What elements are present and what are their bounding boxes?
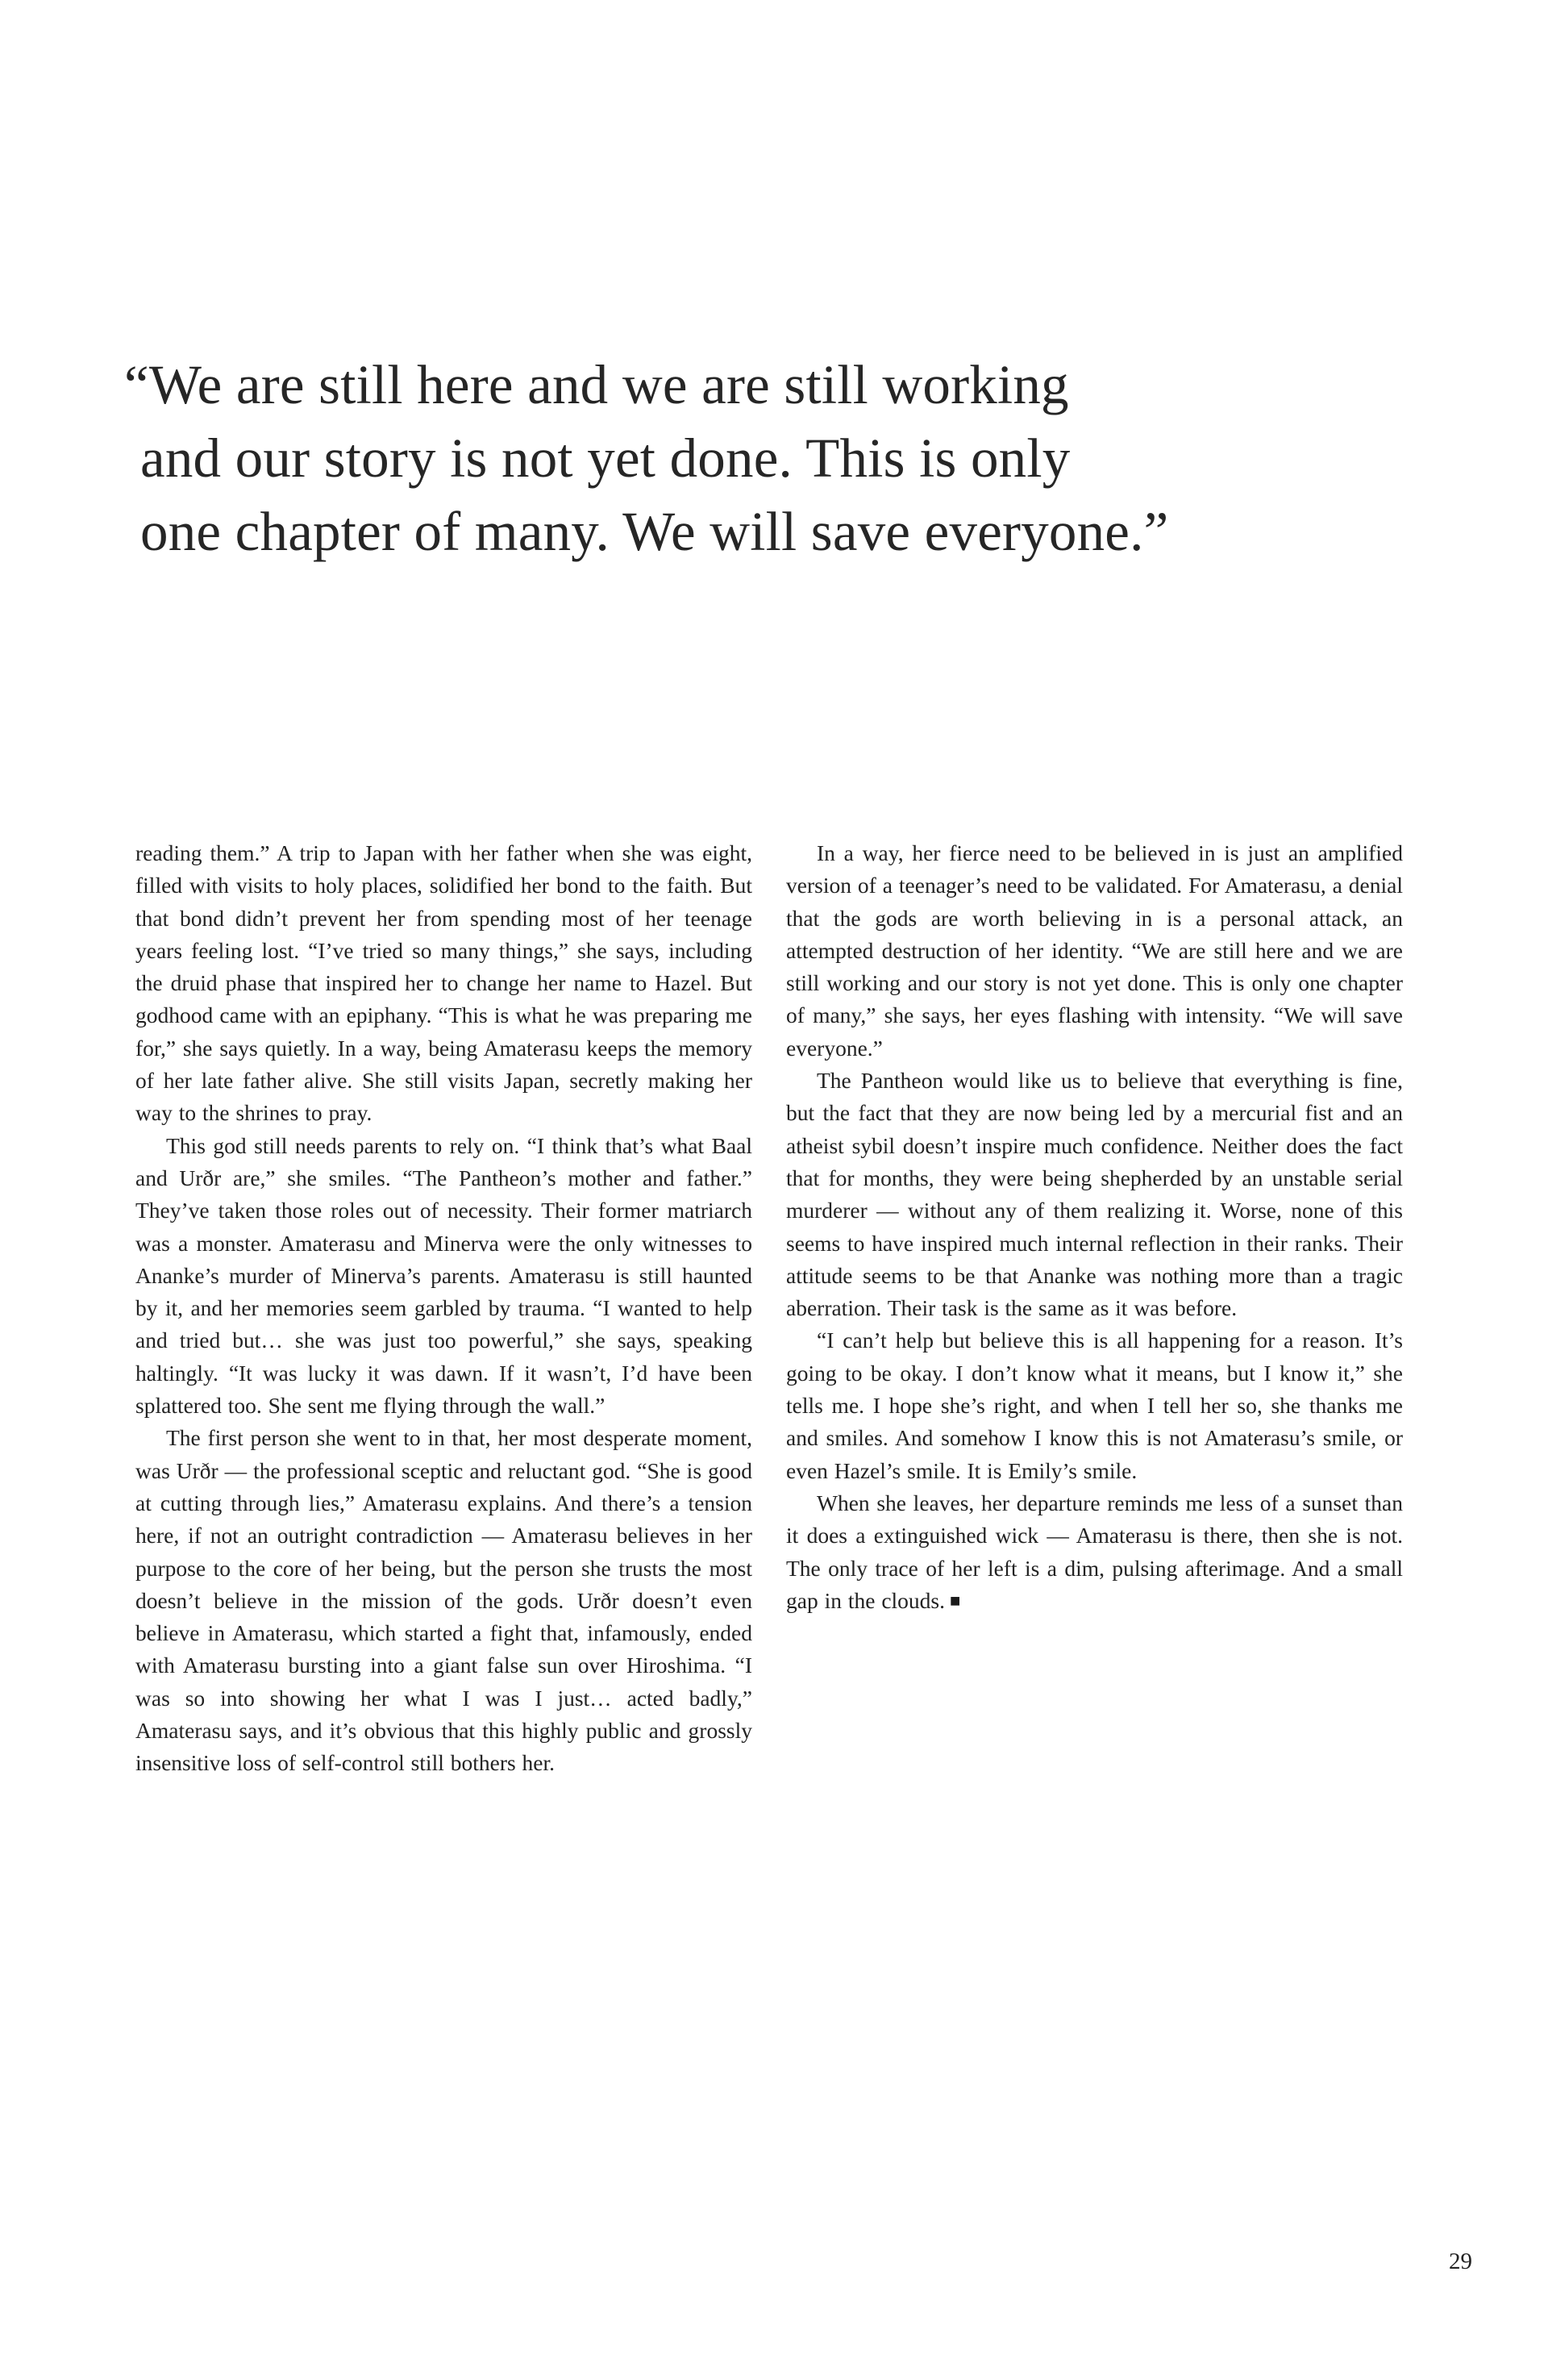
paragraph: This god still needs parents to rely on. “I think that’s what Baal and Urðr are,” she smiles. “The Pantheon’s mother and father.” They’ve taken those roles out of necessity. Their former matriarch was a monster. Amaterasu and Minerva were the only witnesses to Ananke’s murder of Minerva’s parents. Amaterasu is still haunted by it, and her memories seem garbled by trauma. “I wanted to help and tried but… she was just too powerful,” she says, speaking haltingly. “It was lucky it was dawn. If it wasn’t, I’d have been splattered too. She sent me flying through the wall.” [135, 1132, 752, 1419]
left-column [135, 837, 752, 1780]
paragraph-text: When she leaves, her departure reminds me less of a sunset than it does a extinguished wick — Amaterasu is there, then she is not. The only trace of her left is a dim, pulsing afterimage. And a small gap in the clouds. [786, 1490, 1403, 1613]
right-column [786, 837, 1403, 1780]
pull-quote-line: “We are still here and we are still working [124, 354, 1069, 415]
paragraph: “I can’t help but believe this is all happening for a reason. It’s going to be okay. I don’t know what it means, but I know it,” she tells me. I hope she’s right, and when I tell her so, she thanks me and smiles. And somehow I know this is not Amaterasu’s smile, or even Hazel’s smile. It is Emily’s smile. [786, 1328, 1403, 1483]
paragraph [786, 1487, 1403, 1617]
paragraph: In a way, her fierce need to be believed in is just an amplified version of a teenager’s need to be validated. For Amaterasu, a denial that the gods are worth believing in is a personal attack, an attempted destruction of her identity. “We are still here and we are still working and our story is not yet done. This is only one chapter of many,” she says, her eyes flashing with intensity. “We will save everyone.” [786, 840, 1403, 1061]
end-of-article-icon: ■ [950, 1590, 961, 1611]
pull-quote [124, 348, 1398, 569]
page-number: 29 [1449, 2249, 1472, 2274]
pull-quote-line: one chapter of many. We will save everyone.” [140, 501, 1169, 562]
paragraph: The Pantheon would like us to believe that everything is fine, but the fact that they are now being led by a mercurial fist and an atheist sybil doesn’t inspire much confidence. Neither does the fact that for months, they were being shepherded by an unstable serial murderer — without any of them realizing it. Worse, none of this seems to have inspired much internal reflection in their ranks. Their attitude seems to be that Ananke was nothing more than a tragic aberration. Their task is the same as it was before. [786, 1068, 1403, 1321]
article-body [135, 837, 1403, 1780]
paragraph: The first person she went to in that, her most desperate moment, was Urðr — the professional sceptic and reluctant god. “She is good at cutting through lies,” Amaterasu explains. And there’s a tension here, if not an outright contradiction — Amaterasu believes in her purpose to the core of her being, but the person she trusts the most doesn’t believe in the mission of the gods. Urðr doesn’t even believe in Amaterasu, which started a fight that, infamously, ended with Amaterasu bursting into a giant false sun over Hiroshima. “I was so into showing her what I was I just… acted badly,” Amaterasu says, and it’s obvious that this highly public and grossly insensitive loss of self-control still bothers her. [135, 1425, 752, 1776]
paragraph: reading them.” A trip to Japan with her father when she was eight, filled with visits to holy places, solidified her bond to the faith. But that bond didn’t prevent her from spending most of her teenage years feeling lost. “I’ve tried so many things,” she says, including the druid phase that inspired her to change her name to Hazel. But godhood came with an epiphany. “This is what he was preparing me for,” she says quietly. In a way, being Amaterasu keeps the memory of her late father alive. She still visits Japan, secretly making her way to the shrines to pray. [135, 840, 752, 1126]
pull-quote-line: and our story is not yet done. This is only [140, 427, 1071, 489]
